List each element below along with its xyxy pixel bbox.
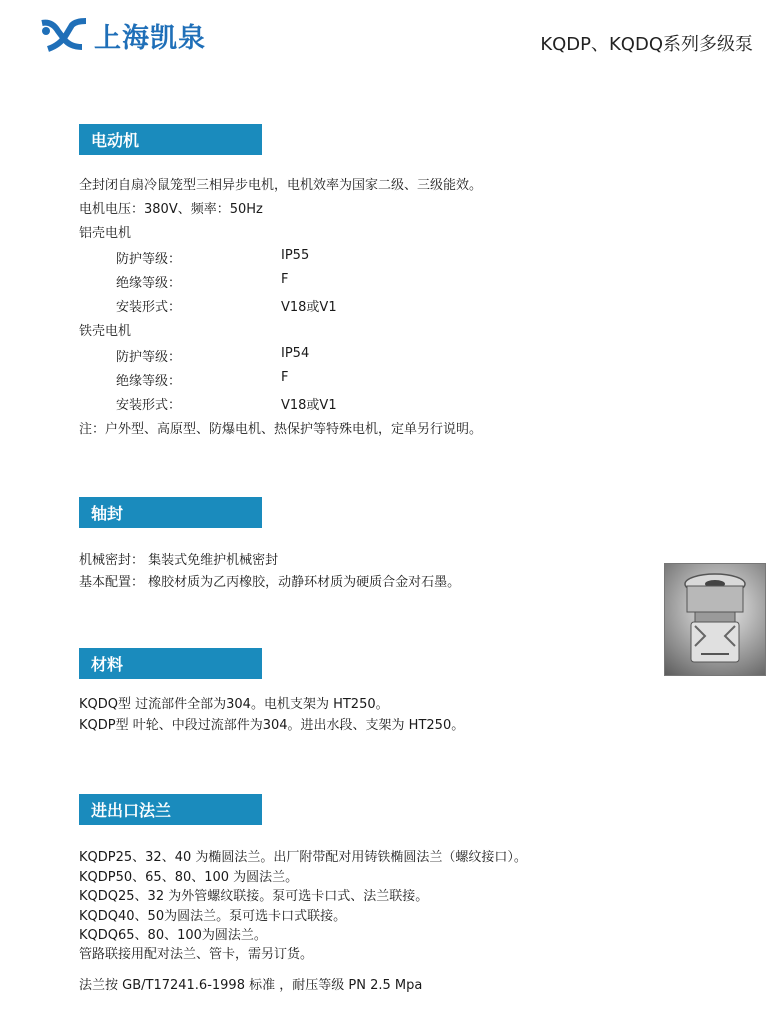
aluminum-motor-title: 铝壳电机 <box>79 226 132 241</box>
mechanical-seal-photo <box>664 563 766 676</box>
mechanical-seal-image <box>665 564 765 675</box>
flange-line-5: KQDQ65、80、100为圆法兰。 <box>79 928 267 943</box>
iron-protection-value: IP54 <box>281 346 310 361</box>
seal-configuration: 基本配置： 橡胶材质为乙丙橡胶，动静环材质为硬质合金对石墨。 <box>79 575 461 590</box>
material-kqdp: KQDP型 叶轮、中段过流部件为304。进出水段、支架为 HT250。 <box>79 718 465 733</box>
iron-protection-label: 防护等级： <box>116 350 182 365</box>
logo-mark-icon <box>38 17 90 55</box>
section-header-material: 材料 <box>79 648 262 679</box>
flange-line-1: KQDP25、32、40 为椭圆法兰。出厂附带配对用铸铁椭圆法兰（螺纹接口）。 <box>79 850 527 865</box>
aluminum-mounting-label: 安装形式： <box>116 300 182 315</box>
flange-line-6: 管路联接用配对法兰、管卡，需另订货。 <box>79 947 314 962</box>
iron-insulation-label: 绝缘等级： <box>116 374 182 389</box>
section-header-flange: 进出口法兰 <box>79 794 262 825</box>
aluminum-insulation-label: 绝缘等级： <box>116 276 182 291</box>
company-logo <box>38 16 206 55</box>
material-kqdq: KQDQ型 过流部件全部为304。电机支架为 HT250。 <box>79 697 389 712</box>
seal-mechanical: 机械密封： 集装式免维护机械密封 <box>79 553 279 568</box>
section-header-seal: 轴封 <box>79 497 262 528</box>
aluminum-insulation-value: F <box>281 272 289 287</box>
iron-motor-title: 铁壳电机 <box>79 324 132 339</box>
logo-text: 上海凯泉 <box>94 23 206 54</box>
flange-standard: 法兰按 GB/T17241.6-1998 标准 ，耐压等级 PN 2.5 Mpa <box>79 978 423 993</box>
motor-description: 全封闭自扇冷鼠笼型三相异步电机，电机效率为国家二级、三级能效。 <box>79 178 483 193</box>
motor-voltage: 电机电压：380V、频率：50Hz <box>79 202 263 217</box>
section-header-motor: 电动机 <box>79 124 262 155</box>
iron-insulation-value: F <box>281 370 289 385</box>
aluminum-mounting-value: V18或V1 <box>281 300 337 315</box>
iron-mounting-label: 安装形式： <box>116 398 182 413</box>
document-title: KQDP、KQDQ系列多级泵 <box>540 34 753 55</box>
flange-line-4: KQDQ40、50为圆法兰。泵可选卡口式联接。 <box>79 909 347 924</box>
motor-note: 注：户外型、高原型、防爆电机、热保护等特殊电机，定单另行说明。 <box>79 422 483 437</box>
aluminum-protection-label: 防护等级： <box>116 252 182 267</box>
iron-mounting-value: V18或V1 <box>281 398 337 413</box>
flange-line-3: KQDQ25、32 为外管螺纹联接。泵可选卡口式、法兰联接。 <box>79 889 429 904</box>
flange-line-2: KQDP50、65、80、100 为圆法兰。 <box>79 870 299 885</box>
aluminum-protection-value: IP55 <box>281 248 310 263</box>
